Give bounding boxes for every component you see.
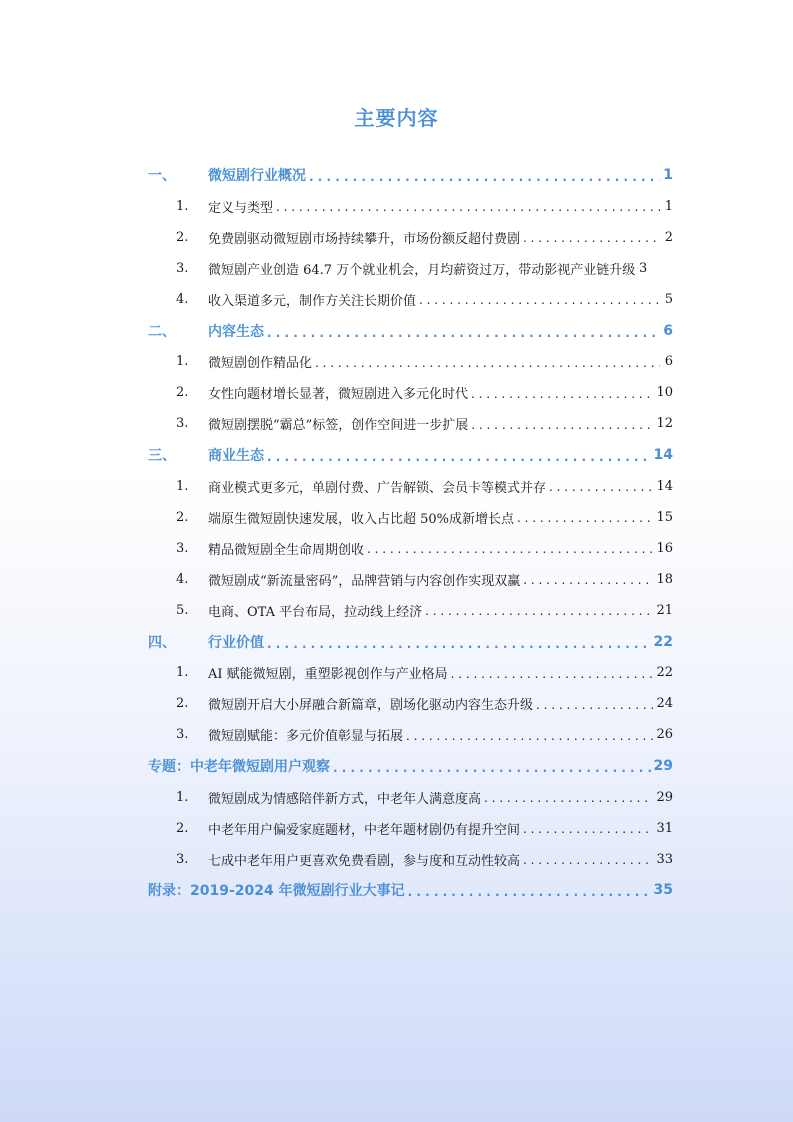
- toc-entry-label: 附录：2019-2024 年微短剧行业大事记: [148, 883, 405, 900]
- toc-page-number: 14: [653, 446, 673, 463]
- toc-section-entry[interactable]: [148, 755, 673, 777]
- toc-dot-leader: [523, 822, 653, 836]
- toc-entry-label: 端原生微短剧快速发展，收入占比超 50%成新增长点: [208, 511, 515, 527]
- toc-entry-number: 4.: [176, 291, 189, 307]
- toc-dot-leader: [425, 604, 653, 618]
- toc-page-number: 14: [656, 478, 673, 494]
- toc-dot-leader: [267, 636, 651, 650]
- toc-page-number: 1: [663, 167, 673, 183]
- toc-page-number: 22: [656, 665, 673, 681]
- toc-sub-entry[interactable]: [148, 724, 673, 746]
- toc-dot-leader: [471, 418, 653, 432]
- toc-sub-entry[interactable]: [148, 599, 673, 621]
- toc-entry-label: 微短剧成为情感陪伴新方式，中老年人满意度高: [208, 791, 482, 807]
- toc-dot-leader: [309, 169, 660, 183]
- toc-entry-label: 内容生态: [208, 323, 264, 340]
- toc-entry-label: 女性向题材增长显著，微短剧进入多元化时代: [208, 387, 469, 403]
- toc-sub-entry[interactable]: [148, 693, 673, 715]
- toc-sub-entry[interactable]: [148, 351, 673, 373]
- toc-page-number: 10: [656, 385, 673, 401]
- toc-page-number: 31: [656, 820, 673, 836]
- toc-entry-number: 2.: [176, 229, 189, 245]
- toc-entry-number: 2.: [176, 385, 189, 401]
- toc-entry-number: 三、: [148, 447, 176, 464]
- toc-sub-entry[interactable]: [148, 226, 673, 248]
- toc-dot-leader: [484, 791, 653, 805]
- toc-sub-entry[interactable]: [148, 382, 673, 404]
- toc-dot-leader: [406, 729, 653, 743]
- toc-entry-number: 1.: [176, 478, 189, 494]
- toc-entry-number: 1.: [176, 789, 189, 805]
- toc-entry-label: 行业价值: [208, 634, 264, 651]
- toc-page-number: 21: [656, 602, 673, 618]
- toc-page-number: 2: [664, 229, 673, 245]
- toc-page-number: 33: [656, 851, 673, 867]
- toc-sub-entry[interactable]: [148, 662, 673, 684]
- toc-entry-label: 微短剧创作精品化: [208, 356, 313, 372]
- toc-section-entry[interactable]: [148, 320, 673, 342]
- toc-section-entry[interactable]: [148, 164, 673, 186]
- toc-sub-entry[interactable]: [148, 413, 673, 435]
- toc-page-number: 3: [638, 260, 648, 276]
- toc-page-number: 5: [664, 291, 673, 307]
- toc-entry-number: 5.: [176, 602, 189, 618]
- toc-dot-leader: [333, 760, 651, 774]
- toc-page-number: 22: [653, 633, 673, 650]
- toc-entry-label: 微短剧成“新流量密码”，品牌营销与内容创作实现双赢: [208, 573, 521, 589]
- toc-dot-leader: [267, 325, 660, 339]
- toc-entry-number: 一、: [148, 168, 176, 184]
- toc-section-entry[interactable]: [148, 444, 673, 466]
- toc-page-number: 1: [664, 198, 673, 214]
- toc-sub-entry[interactable]: [148, 475, 673, 497]
- toc-entry-label: 收入渠道多元，制作方关注长期价值: [208, 293, 417, 309]
- toc-entry-number: 1.: [176, 354, 189, 370]
- toc-page-number: 12: [656, 416, 673, 432]
- toc-page-number: 16: [656, 540, 673, 556]
- toc-entry-number: 3.: [176, 540, 189, 556]
- toc-section-entry[interactable]: [148, 879, 673, 901]
- toc-entry-number: 二、: [148, 323, 176, 340]
- toc-entry-label: 微短剧赋能：多元价值彰显与拓展: [208, 729, 404, 745]
- toc-entry-number: 4.: [176, 571, 189, 587]
- toc-entry-label: 中老年用户偏爱家庭题材，中老年题材剧仍有提升空间: [208, 822, 521, 838]
- toc-entry-label: 商业生态: [208, 447, 264, 464]
- toc-sub-entry[interactable]: [148, 786, 673, 808]
- toc-dot-leader: [315, 356, 660, 370]
- toc-dot-leader: [517, 511, 653, 525]
- toc-entry-number: 2.: [176, 820, 189, 836]
- toc-entry-label: 商业模式更多元，单剧付费、广告解锁、会员卡等模式并存: [208, 480, 547, 496]
- toc-page-number: 6: [664, 354, 673, 370]
- toc-entry-number: 3.: [176, 727, 189, 743]
- toc-sub-entry[interactable]: [148, 568, 673, 590]
- toc-sub-entry[interactable]: [148, 848, 673, 870]
- toc-dot-leader: [549, 480, 653, 494]
- toc-sub-entry[interactable]: [148, 817, 673, 839]
- toc-page-number: 24: [656, 696, 673, 712]
- toc-entry-label: 微短剧行业概况: [208, 168, 306, 184]
- toc-dot-leader: [523, 853, 653, 867]
- toc-dot-leader: [536, 698, 653, 712]
- toc-dot-leader: [523, 231, 660, 245]
- toc-entry-number: 四、: [148, 634, 176, 651]
- toc-entry-number: 2.: [176, 696, 189, 712]
- toc-entry-label: 免费剧驱动微短剧市场持续攀升，市场份额反超付费剧: [208, 231, 521, 247]
- toc-entry-label: 专题：中老年微短剧用户观察: [148, 758, 330, 775]
- toc-sub-entry[interactable]: [148, 288, 673, 310]
- toc-page-number: 26: [656, 727, 673, 743]
- toc-page-number: 29: [656, 789, 673, 805]
- toc-entry-number: 1.: [176, 198, 189, 214]
- toc-sub-entry[interactable]: [148, 506, 673, 528]
- toc-entry-label: 微短剧开启大小屏融合新篇章，剧场化驱动内容生态升级: [208, 698, 534, 714]
- toc-entry-label: 七成中老年用户更喜欢免费看剧，参与度和互动性较高: [208, 853, 521, 869]
- toc-entry-label: 微短剧摆脱“霸总”标签，创作空间进一步扩展: [208, 418, 469, 434]
- toc-page-number: 18: [656, 571, 673, 587]
- toc-dot-leader: [523, 573, 653, 587]
- toc-entry-number: 2.: [176, 509, 189, 525]
- toc-entry-label: AI 赋能微短剧，重塑影视创作与产业格局: [208, 667, 448, 683]
- toc-page-number: 15: [656, 509, 673, 525]
- toc-entry-number: 3.: [176, 416, 189, 432]
- toc-sub-entry[interactable]: [148, 537, 673, 559]
- toc-sub-entry[interactable]: [148, 257, 673, 279]
- toc-entry-label: 定义与类型: [208, 200, 274, 216]
- toc-entry-number: 3.: [176, 851, 189, 867]
- toc-dot-leader: [419, 293, 660, 307]
- toc-page-number: 35: [653, 882, 673, 899]
- page-title: 主要内容: [354, 106, 439, 130]
- toc-dot-leader: [451, 667, 654, 681]
- toc-sub-entry[interactable]: [148, 195, 673, 217]
- toc-dot-leader: [267, 449, 651, 463]
- toc-dot-leader: [408, 884, 651, 898]
- toc-dot-leader: [276, 200, 660, 214]
- toc-section-entry[interactable]: [148, 631, 673, 653]
- toc-entry-label: 电商、OTA 平台布局，拉动线上经济: [208, 604, 423, 620]
- toc-page-number: 29: [653, 757, 673, 774]
- toc-entry-number: 1.: [176, 665, 189, 681]
- toc-entry-number: 3.: [176, 260, 189, 276]
- toc-dot-leader: [367, 542, 653, 556]
- toc-entry-label: 微短剧产业创造 64.7 万个就业机会，月均薪资过万，带动影视产业链升级: [208, 262, 636, 278]
- toc-entry-label: 精品微短剧全生命周期创收: [208, 542, 365, 558]
- toc-page-number: 6: [663, 322, 673, 339]
- toc-dot-leader: [471, 387, 653, 401]
